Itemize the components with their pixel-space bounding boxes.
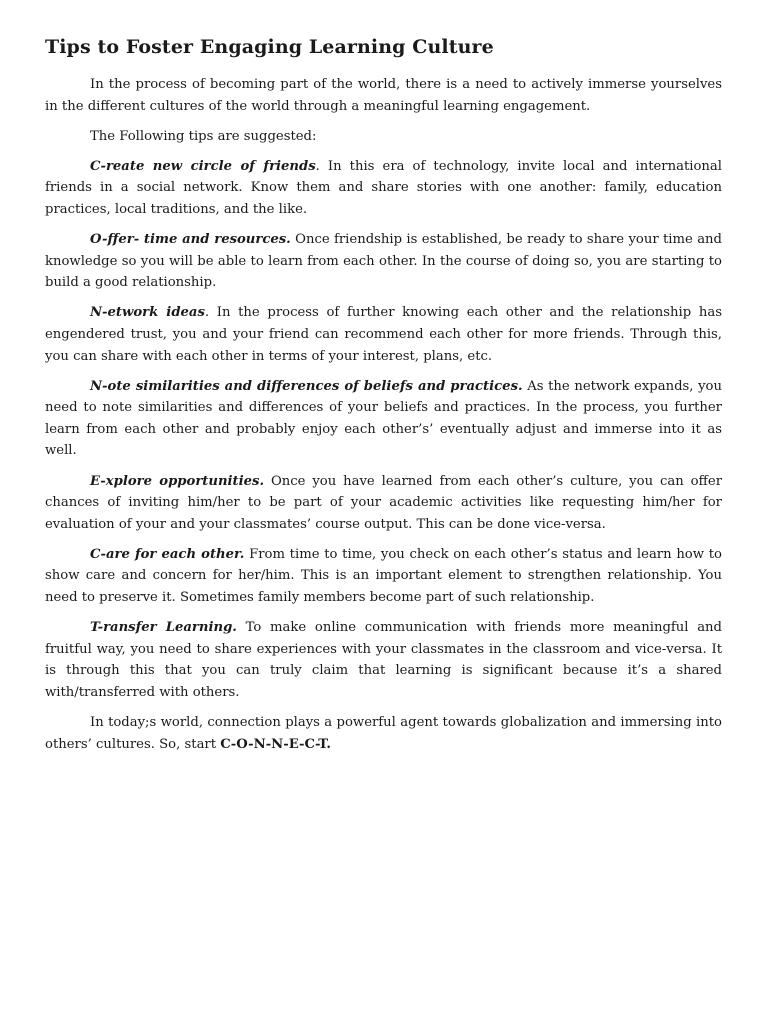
tip-transfer-paragraph [45,617,722,703]
tip-lead: N-ote similarities and differences of beliefs and practices. [90,378,523,394]
tip-offer-paragraph [45,229,722,294]
intro-paragraph: In the process of becoming part of the world, there is a need to actively immerse yourselves in the different cultures of the world through a meaningful learning engagement. [45,77,722,114]
tip-note-paragraph [45,376,722,462]
connect-emphasis: C-O-N-N-E-C-T. [220,736,331,752]
tip-lead: C-reate new circle of friends [90,158,316,174]
tip-lead: N-etwork ideas [90,305,205,321]
tip-network-paragraph [45,302,722,367]
document-title: Tips to Foster Engaging Learning Culture [45,36,494,58]
tips-intro-paragraph: The Following tips are suggested: [90,128,317,144]
tip-body: . In the process of further knowing each other and the relationship has engendered trust, you and your friend can recommend each other for more friends. Through this, you can share with each other in terms of your interest, plans, etc. [45,305,722,364]
closing-text: In today;s world, connection plays a powerful agent towards globalization and immersing into others’ cultures. So, start [45,714,722,752]
tip-lead: E-xplore opportunities. [90,473,265,489]
tip-lead: T-ransfer Learning. [90,620,237,636]
tip-body: As the network expands, you need to note similarities and differences of your beliefs and practices. In the process, you further learn from each other and probably enjoy each other’s’ eventually adjust and immerse into it as well. [45,378,722,459]
closing-paragraph [45,712,722,755]
tip-body: . In this era of technology, invite local and international friends in a social network. Know them and share stories with one another: family, education practices, local traditions, and the like. [45,158,722,217]
tip-explore-paragraph [45,471,722,536]
tip-body: To make online communication with friends more meaningful and fruitful way, you need to share experiences with your classmates in the classroom and vice-versa. It is through this that you can truly claim that learning is significant because it’s a shared with/transferred with others. [45,620,722,700]
tip-body: Once you have learned from each other’s culture, you can offer chances of inviting him/her to be part of your academic activities like requesting him/her for evaluation of your and your classmates’ course output. This can be done vice-versa. [45,473,723,532]
tip-create-paragraph [45,156,722,221]
tip-lead: O-ffer- time and resources. [90,232,291,248]
tip-lead: C-are for each other. [90,546,245,562]
tip-care-paragraph [45,544,722,609]
tip-body: From time to time, you check on each other’s status and learn how to show care and concern for her/him. This is an important element to strengthen relationship. You need to preserve it. Sometimes family members become part of such relationship. [45,546,722,605]
tip-body: Once friendship is established, be ready to share your time and knowledge so you will be able to learn from each other. In the course of doing so, you are starting to build a good relationship. [45,232,722,291]
document-page [45,36,722,764]
